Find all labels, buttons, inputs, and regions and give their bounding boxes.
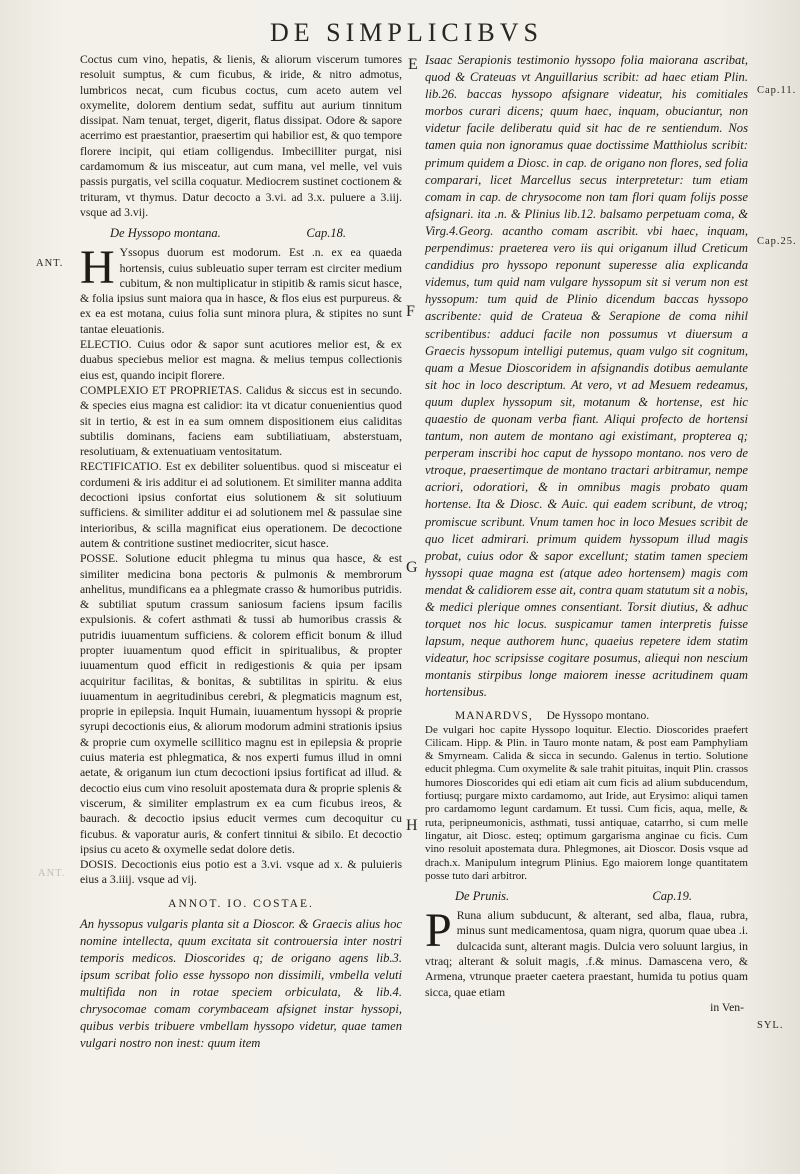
electio-paragraph: ELECTIO. Cuius odor & sapor sunt acutiores melior est, & ex duabus speciebus melior est magna. & melius tempus collectionis eius est, quando incipit florere. (80, 338, 402, 382)
margin-note-cap25: Cap.25. (757, 236, 797, 247)
left-column (80, 52, 402, 1052)
manardus-subtitle: De Hyssopo montano. (546, 709, 650, 722)
manardus-name: MANARDVS, (455, 709, 533, 722)
manardus-heading (425, 710, 748, 722)
prunis-paragraph (425, 904, 748, 1000)
section-title: De Hyssopo montana. (110, 226, 221, 241)
annotation-heading: ANNOT. IO. COSTAE. (168, 897, 314, 910)
left-paragraph-1: Coctus cum vino, hepatis, & lienis, & aliorum viscerum tumores resoluit sumptus, & cum ficubus, & iride, & nitro admotus, lumbricos necat, cum ficubus coctus, cum aceto autem vel oxymelite, dolorem dentium sedat, suffitu aut aurium tinnitum dissipat. Nam tenuat, terget, digerit, flatus dissipat. Odore & sapore acerrimo est praestantior, praesertim qui habilior est, & quo tempore florere incipit, qui etiam colligendus. Imbecilliter purgat, nisi cardamomum & ius misceatur, aut cum mana, vel melle, vel vuis passis purgatis, vel scilla coquatur. Mediocrem sustinet coctionem & trituram, vt thymus. Datur decocto a 3.vi. ad 3.x. puluere a 3.iij. vsque ad 3.vij. (80, 53, 402, 219)
catchword: in Ven- (710, 1000, 744, 1014)
drop-cap: P (425, 904, 452, 958)
margin-ghost-note: ANT. (38, 868, 66, 879)
margin-letter-g: G (406, 559, 418, 576)
manardus-paragraph: De vulgari hoc capite Hyssopo loquitur. Electio. Dioscorides praefert Cilicam. Hipp. & Plin. in Tauro monte natam, & post eam Pamphyliam & Smyrneam. Calida & sicca in secundo. Galenus in tertio. Solutione educit phlegma. Cum oxymelite & sale trahit pituitas, inquit Plin. crassos humores Dioscorides qui edi etiam ait cum ficis ad alium subducendum, fortiusq; purgare mixto cardamomo, aut Iride, aut Erysimo: aliqui tamen pro cardamomo legunt cardamum. Et tussi. Cum ficis, aqua, melle, & ruta, peripneumonicis, asthmati, tussi antiquae, catarrho, si cum melle lingatur, ait Diosc. esteq; optimum gargarisma anginae cu ficis. Cum vino resoluit apostemata dura. Phlegmones, ait Dioscor. Dosis vsque ad drach.x. Manipulum integrum Plinius. Ego maiorem longe quantitatem posse tuto dari arbitror. (425, 723, 748, 882)
right-italic-paragraph: Isaac Serapionis testimonio hyssopo folia maiorana ascribat, quod & Crateuas vt Anguillarius scribit: ad haec etiam Plin. lib.26. baccas hyssopo afsignare videatur, his comitiales morbos curari dicens; quum haec, inquam, obuciantur, non videtur facile deliberatu quid sit hac de re sentiendum. Nos tamen quia non ignoramus quae doctissime Matthiolus scribit: primum quidem a Diosc. in cap. de origano non flores, sed folia comparari, licet Marcellus secus interpretetur: tum etiam comam in cap. de chrysocome non tam flori quam folijs posse afsignari. ita .n. & Plinius lib.12. balsamo perpetuam coma, & Virg.4.Georg. acantho comam ascribit. vbi haec, inquam, perpendimus: praeterea vero iis qui origanum illud Creticum candidius pro hyssopo reponunt superesse alia explicanda videmus, tum quid nam vulgare hyssopum sit si verum non est hyssopum: tum quid de Plinio dicendum baccas hyssopo ascribente: quid de Crateua & Serapione de coma nihil scribentibus: adduci facile non possumus vt diuersum a Graecis hyssopum intelligi putemus, quam vulgo sit cognitum, quam a Mesue Dioscoridem in afsignandis dotibus aemulante sit hoc in loco descriptum. At vero, vt ad Mesuem redeamus, quum duplex hyssopum sit, motanum & hortense, est hic quaestio de quonam verba fiant. Aliqui profecto de hortensi tantum, non autem de montano agi existimant, propterea q; perperam inscribi hoc caput de hyssopo montano. nos vero de vtroque, praesertimque de montano tractari arbitramur, nempe acriori, odoratiori, & in omnibus magis probato quam hortense. Ita & Diosc. & Auic. qui eadem scribunt, de vtroq; promiscue scribunt. Vnum tamen hoc in loco Mesues scribit de quo licet admirari. primum quidem hyssopum illud magis probat, cuius odor & sapor excellunt; statim tamen speciem hyssopi quae magna est (atque adeo hortensem) magis com mendat & calidiorem esse ait, contra quam statutum sit a nobis, & medici plerique omnes consentiant. Torsit diutius, & adhuc torquet nos hic locus. suspicamur tamen interpretis fuisse lapsum, neque authorem hunc, quaeius repetere idem statim videatur, hoc scripsisse cogitare posumus, aliequi non nescium montanis stirpibus longe maiorem inesse acritudinem quam hortensibus. (425, 53, 748, 700)
running-head: DE SIMPLICIBVS (270, 18, 543, 47)
section-title: De Prunis. (455, 889, 510, 904)
chapter-number: Cap.19. (652, 889, 692, 904)
annotation-paragraph: An hyssopus vulgaris planta sit a Dioscor. & Graecis alius hoc nomine intellecta, quum excitata sit controuersia inter nostri temporis medicos. Dioscorides q; de origano agens lib.3. ipsum scribat folio esse hyssopo non dissimili, vmbella veluti multifida non in rotae speciem orbiculata, & lib.4. chrysocomae comam corymbaceam afsignet instar hyssopi, quibus verbis tribuere vmbellam hyssopo videtur, quae tamen vulgari nostro non inest: quum item (80, 916, 402, 1051)
drop-cap: H (80, 241, 115, 295)
margin-note-cap11: Cap.11. (757, 85, 797, 96)
margin-note-syl: SYL. (757, 1020, 784, 1031)
margin-note-ant: ANT. (36, 258, 64, 269)
section-heading-hyssopo-montana (80, 225, 402, 242)
margin-letter-h: H (406, 817, 418, 834)
posse-paragraph: POSSE. Solutione educit phlegma tu minus qua hasce, & est similiter medicina bona pectoris & pulmonis & membrorum anhelitus, mundificans ea a phlegmate crasso & humoribus putridis. & subtiliat sputum crassum saniosum faciens ipsum facilis expulsionis. & cofert asthmati & tussi ab humoribus crassis & putridis iuuamentum sufficiens. & colorem efficit bonum & illud propter iuuamentum quod efficit in spiritualibus, & propter iuuamentum quod efficit in redigestionis & quia per ipsam acquiritur facilitas, & bonitas, & subtilitas in spiritu. & eius iuuamentum in aegritudinibus cerebri, & plegmaticis magnum est, proprie in epilepsia. Inquit Humain, iuuamentum hyssopi & proprie syrupi decoctionis eius, & aliorum modorum admini strationis ipsius & proprie cum oxymelle scillitico magnu est in epilepsia & proprie cuius materia est phlegmatica, & nos experti fumus illud in omni aetate, & origanum iun ctum decoctioni ipsius fortificat ad illud. & decoctio eius cum vino resoluit apostemata dura & proprie splenis & viscerum, & similiter emplastrum ex ea cum ficubus ireos, & baurach. & decoctio ipsius educit vermes cum decoquitur cu ficubus. & vaporatur auris, & confert tinnitui & sibilo. Et decoctio ipsius cu aceto & oxymelle sedat dolore detis. (80, 552, 402, 856)
section-heading-prunis (425, 888, 748, 905)
complexio-paragraph: COMPLEXIO ET PROPRIETAS. Calidus & siccus est in secundo. & species eius magna est calidior: ita vt dicatur conuenientius quod sit in tertio, & est in ea sum omnem dispositionem eius caliditas subtilis dominans, faciens eam subtiliatiuam, absterstuam, resolutiuam, & extenuatiuam ventositatum. (80, 383, 402, 459)
right-column (425, 52, 748, 1015)
prunis-paragraph-text: Runa alium subducunt, & alterant, sed alba, flaua, rubra, minus sunt medicamentosa, quam nigra, quorum quae ubea .i. dulcacida sunt, alterant magis. Dulcia vero soluunt largius, in vtraq; alterant & soluit magis, .f.& minus. Damascena vero, & Armena, vtrunque praeter caetera praestant, humida tu potius quam sicca, quae etiam (425, 909, 748, 999)
margin-letter-f: F (406, 303, 415, 320)
margin-letter-e: E (408, 56, 418, 73)
left-paragraph-2 (80, 241, 402, 337)
rectificatio-paragraph: RECTIFICATIO. Est ex debiliter soluentibus. quod si misceatur ei cordumeni & iris additur ei ad solutionem. Et similiter manna addita decoctioni ipsius confortat eius solutionem & sit solutiuum sufficiens. & similiter additur ei ad solutionem mel & passulae sine interioribus, & scilla magnificat eius operationem. De decoctione autem & contritione sustinet mediocriter, sicut hasce. (80, 460, 402, 550)
chapter-number: Cap.18. (306, 226, 346, 241)
left-paragraph-2-text: Yssopus duorum est modorum. Est .n. ex ea quaeda hortensis, cuius subleuatio super terram est circiter medium cubitum, & non multiplicatur in stipitib & ramis sicut hasce, & folia ipsius sunt maiora qua in hasce, & flos eius est purpureus. & ex ea est motana, cuius folia sunt minora plura, & stipites no sunt tantae eleuationis. (80, 246, 402, 336)
dosis-paragraph: DOSIS. Decoctionis eius potio est a 3.vi. vsque ad x. & puluieris eius a 3.iiij. vsque ad vij. (80, 858, 402, 887)
